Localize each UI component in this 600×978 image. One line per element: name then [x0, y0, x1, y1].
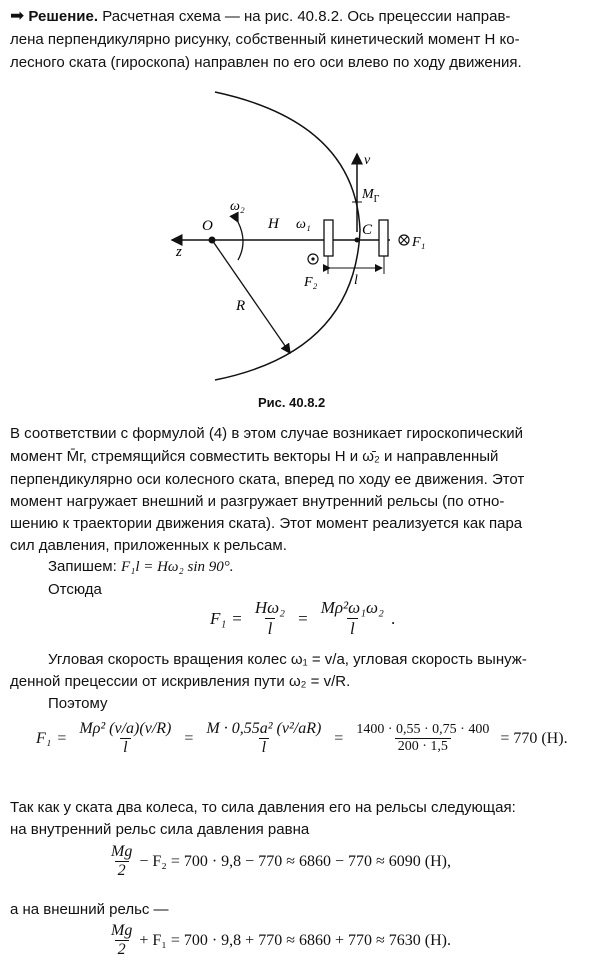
write-line: Запишем: F₁l = Hω₂ sin 90°.	[48, 558, 234, 575]
label-v: v	[364, 153, 371, 168]
outer-rail-line: а на внешний рельс —	[10, 901, 169, 918]
intro-line-2: лена перпендикулярно рисунку, собственный кинетический момент H ко-	[10, 31, 520, 48]
para2-line-1: Угловая скорость вращения колес ω₁ = v/a, угловая скорость вынуж-	[48, 651, 527, 668]
intro-line-1: ➡ Решение. Расчетная схема — на рис. 40.8.2. Ось прецессии направ-	[10, 6, 511, 25]
para1-line-6: сил давления, приложенных к рельсам.	[10, 537, 287, 554]
label-omega2: ω₂	[230, 199, 245, 214]
figure-40-8-2	[0, 82, 600, 402]
label-MG: $M_Г$	[362, 187, 380, 205]
solution-label: Решение.	[28, 8, 99, 25]
wheel-outer	[379, 220, 388, 256]
para2-line-2: денной прецессии от искривления пути ω₂ = v/R.	[10, 673, 351, 690]
point-C	[355, 238, 360, 243]
para1-line-2: момент M̄г, стремящийся совместить векторы H и ω̄₂ и направленный	[10, 448, 499, 465]
label-l: l	[354, 273, 358, 288]
radius-R	[212, 240, 290, 353]
label-omega1: ω₁	[296, 217, 311, 232]
equation-4: $\frac{Mg}{2}$ + F₁ = 700 · 9,8 + 770 ≈ 6860 + 770 ≈ 7630 (Н).	[111, 922, 451, 958]
wheel-inner	[324, 220, 333, 256]
para1-line-1: В соответствии с формулой (4) в этом случае возникает гироскопический	[10, 425, 523, 442]
label-R: R	[236, 298, 246, 314]
track-arc	[215, 92, 360, 380]
arrow-right-icon: ➡	[10, 6, 25, 25]
equation-3: $\frac{Mg}{2}$ − F₂ = 700 · 9,8 − 770 ≈ 6860 − 770 ≈ 6090 (Н),	[111, 843, 451, 879]
hence-label: Отсюда	[48, 581, 102, 598]
para1-line-3: перпендикулярно оси колесного ската, вперед по ходу ее движения. Этот	[10, 471, 525, 488]
equation-1: F₁ = $\frac{\text{Hω₂}}{l}$ = $\frac{\text{Mρ²ω₁ω₂}}{l}$ .	[210, 598, 396, 638]
label-H: H	[268, 216, 279, 232]
label-C: C	[362, 222, 373, 238]
label-F2: F₂	[304, 275, 318, 290]
para3-line-2: на внутренний рельс сила давления равна	[10, 821, 310, 838]
para1-line-5: шению к траектории движения ската). Этот момент реализуется как пара	[10, 515, 523, 532]
write-formula: F₁l = Hω₂ sin 90°.	[120, 559, 234, 575]
label-F1: F₁	[412, 235, 426, 250]
para1-line-4: момент нагружает внешний и разгружает внутренний рельсы (по отно-	[10, 493, 505, 510]
therefore-label: Поэтому	[48, 695, 108, 712]
label-O: O	[202, 218, 213, 234]
omega2-arc	[238, 222, 243, 260]
equation-2: F₁ = $\frac{\text{Mρ² (v/a)(v/R)}}{l}$ = $\frac{\text{M · 0,55a² (v²/aR)}}{l}$ = $\frac{1400 \cdot 0,55 \cdot 0,75 \cdot 400}{200 \cdot 1,5}$ = 770 (Н).	[36, 720, 568, 756]
label-z: z	[176, 244, 182, 260]
para3-line-1: Так как у ската два колеса, то сила давления его на рельсы следующая:	[10, 799, 516, 816]
figure-caption: Рис. 40.8.2	[258, 395, 326, 410]
intro-line-3: лесного ската (гироскопа) направлен по его оси влево по ходу движения.	[10, 54, 522, 71]
